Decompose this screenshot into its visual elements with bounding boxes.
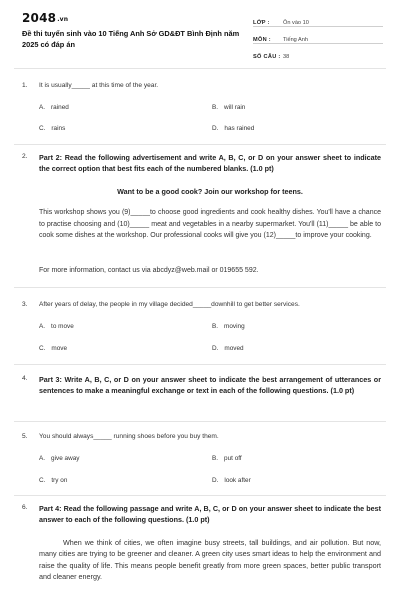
part-instruction: Part 3: Write A, B, C, or D on your answer sheet to indicate the best arrangement of utterances or sentences to make a meaningful exchange or text in each of the following questions. (1.0 pt) bbox=[39, 375, 381, 395]
question-text: You should always_____ running shoes before you buy them. bbox=[39, 433, 219, 440]
question-divider bbox=[14, 144, 386, 145]
question-number: 3. bbox=[22, 301, 28, 308]
question-number: 1. bbox=[22, 82, 28, 89]
option-b[interactable]: B. put off bbox=[212, 455, 242, 462]
meta-class-row bbox=[253, 13, 383, 27]
option-b[interactable]: B. will rain bbox=[212, 104, 246, 111]
option-c[interactable]: C. move bbox=[39, 345, 68, 352]
option-c[interactable]: C. try on bbox=[39, 477, 68, 484]
part-instruction: Part 4: Read the following passage and write A, B, C, or D on your answer sheet to indicate the best answer to each of the following questions. (1.0 pt) bbox=[39, 504, 381, 524]
question-divider bbox=[14, 421, 386, 422]
option-a[interactable]: A. give away bbox=[39, 455, 80, 462]
option-a[interactable]: A. to move bbox=[39, 323, 74, 330]
reading-passage: When we think of cities, we often imagine busy streets, tall buildings, and air pollution. But now, many cities are trying to be greener and cleaner. A green city uses smart ideas to help the environment and raise the quality of life. This means people benefit greatly from more green spaces, better public transport and cleaner energy. bbox=[39, 538, 381, 582]
option-a[interactable]: A. rained bbox=[39, 104, 69, 111]
question-number: 2. bbox=[22, 153, 28, 160]
advertisement-contact: For more information, contact us via abcdyz@web.mail or 019655 592. bbox=[39, 267, 259, 274]
question-divider bbox=[14, 364, 386, 365]
option-c[interactable]: C. rains bbox=[39, 125, 66, 132]
exam-meta bbox=[253, 13, 383, 63]
page-header bbox=[0, 0, 400, 65]
meta-subject-row bbox=[253, 30, 383, 44]
question-number: 4. bbox=[22, 375, 28, 382]
question-number: 6. bbox=[22, 504, 28, 511]
exam-title: Đề thi tuyển sinh vào 10 Tiếng Anh Sở GD&ĐT Bình Định năm 2025 có đáp án bbox=[22, 29, 240, 49]
option-d[interactable]: D. moved bbox=[212, 345, 244, 352]
meta-class-label: LỚP : bbox=[253, 20, 270, 26]
site-logo[interactable]: 2048.vn bbox=[22, 11, 69, 25]
meta-subject-label: MÔN : bbox=[253, 37, 271, 43]
option-d[interactable]: D. has rained bbox=[212, 125, 255, 132]
advertisement-body: This workshop shows you (9)_____to choose good ingredients and cook healthy dishes. You'll have a chance to practise choosing and (10)_____ meat and vegetables in a nearby supermarket. You'll (11)_____ be able to cook some dishes at the workshop. Our professional cooks will give you (12)_____to improve your cooking. bbox=[39, 209, 381, 240]
meta-count-label: SỐ CÂU : bbox=[253, 54, 281, 60]
meta-count-row bbox=[253, 47, 383, 60]
meta-class-value: Ôn vào 10 bbox=[283, 20, 309, 26]
question-divider bbox=[14, 287, 386, 288]
option-b[interactable]: B. moving bbox=[212, 323, 245, 330]
question-divider bbox=[14, 495, 386, 496]
header-divider bbox=[14, 68, 386, 69]
question-text: After years of delay, the people in my village decided_____downhill to get better services. bbox=[39, 301, 300, 308]
option-d[interactable]: D. look after bbox=[212, 477, 251, 484]
question-text: It is usually_____ at this time of the year. bbox=[39, 82, 159, 89]
question-number: 5. bbox=[22, 433, 28, 440]
meta-count-value: 38 bbox=[283, 54, 290, 60]
part-instruction: Part 2: Read the following advertisement and write A, B, C, or D on your answer sheet to indicate the correct option that best fits each of the numbered blanks. (1.0 pt) bbox=[39, 153, 381, 173]
meta-subject-value: Tiếng Anh bbox=[283, 37, 308, 43]
advertisement-title: Want to be a good cook? Join our workshop for teens. bbox=[117, 187, 303, 196]
